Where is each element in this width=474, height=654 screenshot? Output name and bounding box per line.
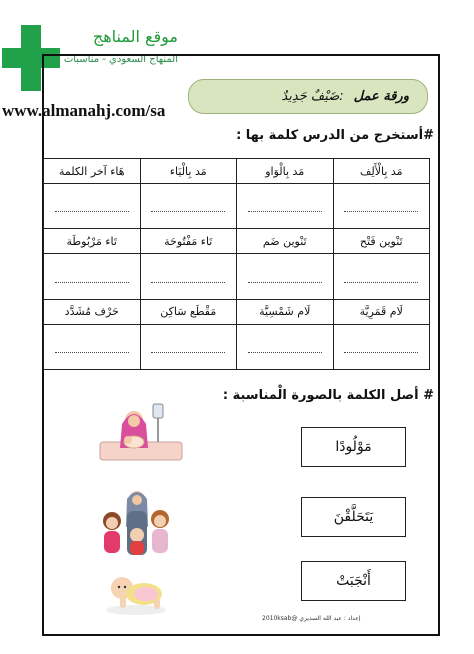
word-box[interactable]: يَتَحَلَّقْنَ xyxy=(301,497,406,537)
answer-cell[interactable] xyxy=(237,324,334,369)
answer-line xyxy=(151,268,225,283)
table-header-cell: تَاء مَفْتُوحَة xyxy=(140,229,237,254)
footer-credit: إعداد : عبد الله السديري @2010ksab xyxy=(262,615,361,622)
table-header-cell: لَام قَمَرِيَّة xyxy=(333,299,430,324)
table-header-cell: لَام شَمْسِيَّة xyxy=(237,299,334,324)
table-row xyxy=(44,184,430,229)
answer-line xyxy=(55,197,129,212)
site-url-link[interactable]: www.almanahj.com/sa xyxy=(2,101,166,120)
answer-cell[interactable] xyxy=(140,254,237,299)
answer-line xyxy=(344,338,418,353)
table-header-cell: تَنْوين ضَم xyxy=(237,229,334,254)
answer-line xyxy=(344,268,418,283)
table-header-cell: تَنْوين فَتْح xyxy=(333,229,430,254)
table-row xyxy=(44,324,430,369)
answer-line xyxy=(248,268,322,283)
crawling-baby-image[interactable] xyxy=(98,566,174,618)
word-box[interactable]: مَوْلُودًا xyxy=(301,427,406,467)
answer-cell[interactable] xyxy=(333,324,430,369)
answer-line xyxy=(151,197,225,212)
word-box[interactable]: أَنْجَبَتْ xyxy=(301,561,406,601)
answer-cell[interactable] xyxy=(140,324,237,369)
answer-cell[interactable] xyxy=(140,184,237,229)
answer-cell[interactable] xyxy=(44,184,141,229)
worksheet-label: ورقة عمل xyxy=(353,89,409,104)
worksheet-topic: :ضَيْفٌ جَدِيدٌ xyxy=(281,89,344,104)
answer-cell[interactable] xyxy=(237,254,334,299)
table-header-cell: مَد بِالْوَاو xyxy=(237,159,334,184)
table-header-cell: تَاء مَرْبُوطَة xyxy=(44,229,141,254)
table-row xyxy=(44,254,430,299)
worksheet-title-banner xyxy=(188,79,428,114)
table-header-cell: مَد بِالْأَلِف xyxy=(333,159,430,184)
answer-line xyxy=(55,268,129,283)
site-tagline: المنهاج السعودي - مناسبات xyxy=(63,54,178,65)
answer-line xyxy=(151,338,225,353)
answer-cell[interactable] xyxy=(44,254,141,299)
table-row xyxy=(44,229,430,254)
table-header-cell: هَاء آخر الكلمة xyxy=(44,159,141,184)
answer-line xyxy=(248,338,322,353)
site-name[interactable]: موقع المناهج xyxy=(92,27,178,46)
table-header-cell: مَقْطَع سَاكِن xyxy=(140,299,237,324)
mother-with-baby-in-hospital-image[interactable] xyxy=(98,402,184,464)
table-row xyxy=(44,299,430,324)
family-of-girls-image[interactable] xyxy=(92,487,182,559)
answer-cell[interactable] xyxy=(237,184,334,229)
answer-cell[interactable] xyxy=(44,324,141,369)
answer-line xyxy=(248,197,322,212)
table-row xyxy=(44,159,430,184)
answer-cell[interactable] xyxy=(333,184,430,229)
table-header-cell: مَد بِالْيَاء xyxy=(140,159,237,184)
answer-line xyxy=(55,338,129,353)
section1-heading: #أستخرج من الدرس كلمة بها : xyxy=(236,128,434,143)
answer-cell[interactable] xyxy=(333,254,430,299)
table-header-cell: حَرْف مُشَدَّد xyxy=(44,299,141,324)
extraction-table xyxy=(43,158,430,370)
section2-heading: # أصل الكلمة بالصورة الْمناسبة : xyxy=(222,388,434,403)
answer-line xyxy=(344,197,418,212)
